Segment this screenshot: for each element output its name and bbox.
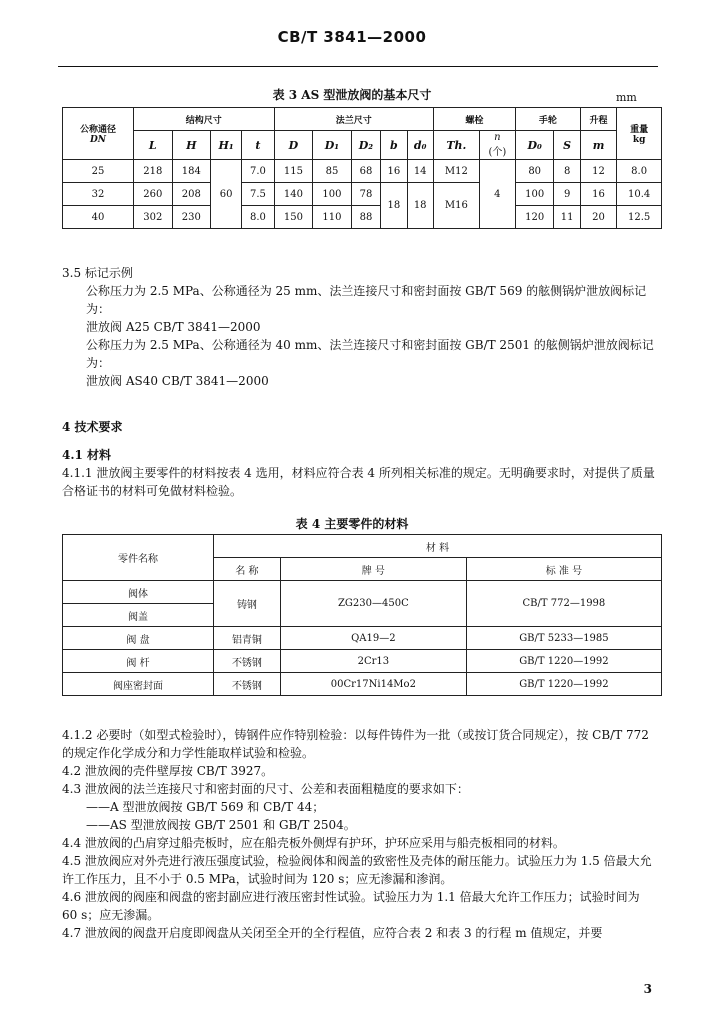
name-header: 名 称 xyxy=(214,558,281,581)
paragraph-4-1-2: 4.1.2 必要时（如型式检验时），铸钢件应作特别检验：以每件铸件为一批（或按订货合同规定），按 CB/T 772 的规定作化学成分和力学性能取样试验和检验。 xyxy=(62,728,649,760)
grade-header: 牌 号 xyxy=(280,558,466,581)
cell: GB/T 5233—1985 xyxy=(466,627,661,650)
marking-example: 泄放阀 AS40 CB/T 3841—2000 xyxy=(86,374,269,388)
bolt-header: 螺栓 xyxy=(433,108,515,131)
cell: 115 xyxy=(274,160,313,183)
cell: 302 xyxy=(134,206,173,229)
cell-h1-merged: 60 xyxy=(211,160,242,229)
cell: 120 xyxy=(515,206,554,229)
cell-n-merged: 4 xyxy=(479,160,515,229)
cell: 150 xyxy=(274,206,313,229)
handwheel-header: 手轮 xyxy=(515,108,580,131)
section-title: 3.5 标记示例 xyxy=(62,266,133,280)
table-row xyxy=(63,160,662,183)
col-n-symbol: n xyxy=(494,132,501,143)
table-row xyxy=(63,650,662,673)
col-b: b xyxy=(381,131,407,160)
col-D: D xyxy=(274,131,313,160)
cell: 铝青铜 xyxy=(214,627,281,650)
section-4 xyxy=(62,418,658,500)
table4 xyxy=(62,534,662,696)
col-m: m xyxy=(580,131,616,160)
cell: 00Cr17Ni14Mo2 xyxy=(280,673,466,696)
paragraph-4-7: 4.7 泄放阀的阀盘开启度即阀盘从关闭至全开的全行程值，应符合表 2 和表 3 的行程 m 值规定，并要 xyxy=(62,926,603,940)
cell: 阀 盘 xyxy=(63,627,214,650)
cell: 阀 杆 xyxy=(63,650,214,673)
cell: 208 xyxy=(172,183,211,206)
table4-caption: 表 4 主要零件的材料 xyxy=(295,517,409,531)
table3-caption: 表 3 AS 型泄放阀的基本尺寸 xyxy=(272,88,432,102)
col-D1: D₁ xyxy=(313,131,352,160)
marking-example: 泄放阀 A25 CB/T 3841—2000 xyxy=(86,320,261,334)
section-title: 4 技术要求 xyxy=(62,420,123,434)
cell-b-merged: 18 xyxy=(381,183,407,229)
cell: 16 xyxy=(381,160,407,183)
table-row xyxy=(63,206,662,229)
paragraph: 公称压力为 2.5 MPa、公称通径为 40 mm、法兰连接尺寸和密封面按 GB/T 2501 的舷侧锅炉泄放阀标记为： xyxy=(86,338,654,370)
paragraph: 公称压力为 2.5 MPa、公称通径为 25 mm、法兰连接尺寸和密封面按 GB/T 569 的舷侧锅炉泄放阀标记为： xyxy=(86,284,647,316)
cell: 80 xyxy=(515,160,554,183)
cell: M12 xyxy=(433,160,479,183)
table3 xyxy=(62,107,662,229)
table3-unit: mm xyxy=(616,91,637,104)
col-H1: H₁ xyxy=(211,131,242,160)
page-header: CB/T 3841—2000 xyxy=(277,28,427,46)
cell: 32 xyxy=(63,183,134,206)
paragraph-4-5: 4.5 泄放阀应对外壳进行液压强度试验，检验阀体和阀盖的致密性及壳体的耐压能力。试验压力为 1.5 倍最大允许工作压力，且不小于 0.5 MPa，试验时间为 120 s；应无渗漏和渗润。 xyxy=(62,854,652,886)
col-d0: d₀ xyxy=(407,131,433,160)
std-header: 标 准 号 xyxy=(466,558,661,581)
col-S: S xyxy=(554,131,580,160)
subsection-title: 4.1 材料 xyxy=(62,448,112,462)
cell: 140 xyxy=(274,183,313,206)
col-n xyxy=(479,131,515,160)
cell: 230 xyxy=(172,206,211,229)
col-dn-header xyxy=(63,108,134,160)
cell: 10.4 xyxy=(617,183,662,206)
cell: 260 xyxy=(134,183,173,206)
cell: 8.0 xyxy=(617,160,662,183)
cell: 7.0 xyxy=(242,160,274,183)
weight-unit: kg xyxy=(632,135,646,145)
col-Th: Th. xyxy=(433,131,479,160)
cell: 8.0 xyxy=(242,206,274,229)
cell: 25 xyxy=(63,160,134,183)
table-row xyxy=(63,183,662,206)
table-row xyxy=(63,627,662,650)
cell: 184 xyxy=(172,160,211,183)
paragraph-4-3: 4.3 泄放阀的法兰连接尺寸和密封面的尺寸、公差和表面粗糙度的要求如下： xyxy=(62,782,469,796)
paragraphs xyxy=(62,726,658,942)
weight-header xyxy=(617,108,662,160)
weight-label: 重量 xyxy=(630,125,649,135)
cell: 7.5 xyxy=(242,183,274,206)
table-row xyxy=(63,673,662,696)
cell: 100 xyxy=(515,183,554,206)
col-t: t xyxy=(242,131,274,160)
cell: CB/T 772—1998 xyxy=(466,581,661,627)
flange-header: 法兰尺寸 xyxy=(274,108,433,131)
col-D0: D₀ xyxy=(515,131,554,160)
dn-symbol: DN xyxy=(89,135,107,145)
cell: 85 xyxy=(313,160,352,183)
dn-label: 公称通径 xyxy=(79,125,116,135)
paragraph: 4.1.1 泄放阀主要零件的材料按表 4 选用，材料应符合表 4 所列相关标准的规定。无明确要求时，对提供了质量合格证书的材料可免做材料检验。 xyxy=(62,466,655,498)
cell: 218 xyxy=(134,160,173,183)
cell: 78 xyxy=(351,183,380,206)
col-H: H xyxy=(172,131,211,160)
cell: 11 xyxy=(554,206,580,229)
cell: 100 xyxy=(313,183,352,206)
page-number: 3 xyxy=(643,982,652,996)
paragraph-4-2: 4.2 泄放阀的壳件壁厚按 CB/T 3927。 xyxy=(62,764,274,778)
paragraph-4-3-b: ——AS 型泄放阀按 GB/T 2501 和 GB/T 2504。 xyxy=(86,818,356,832)
paragraph-4-6: 4.6 泄放阀的阀座和阀盘的密封副应进行液压密封性试验。试验压力为 1.1 倍最大允许工作压力；试验时间为 60 s；应无渗漏。 xyxy=(62,890,640,922)
cell: 阀座密封面 xyxy=(63,673,214,696)
cell-d0-merged: 18 xyxy=(407,183,433,229)
col-D2: D₂ xyxy=(351,131,380,160)
structure-header: 结构尺寸 xyxy=(134,108,275,131)
cell: 2Cr13 xyxy=(280,650,466,673)
cell: 14 xyxy=(407,160,433,183)
cell: 8 xyxy=(554,160,580,183)
cell: 12.5 xyxy=(617,206,662,229)
cell: GB/T 1220—1992 xyxy=(466,650,661,673)
cell: 20 xyxy=(580,206,616,229)
cell: 68 xyxy=(351,160,380,183)
lift-header: 升程 xyxy=(580,108,616,131)
paragraph-4-3-a: ——A 型泄放阀按 GB/T 569 和 CB/T 44； xyxy=(86,800,325,814)
cell: 阀盖 xyxy=(63,604,214,627)
cell-th-merged: M16 xyxy=(433,183,479,229)
cell: 铸钢 xyxy=(214,581,281,627)
col-n-unit: (个) xyxy=(488,147,507,158)
cell: 阀体 xyxy=(63,581,214,604)
cell: 不锈钢 xyxy=(214,673,281,696)
cell: ZG230—450C xyxy=(280,581,466,627)
col-L: L xyxy=(134,131,173,160)
cell: 不锈钢 xyxy=(214,650,281,673)
cell: GB/T 1220—1992 xyxy=(466,673,661,696)
cell: 16 xyxy=(580,183,616,206)
cell: 110 xyxy=(313,206,352,229)
cell: 40 xyxy=(63,206,134,229)
cell: 9 xyxy=(554,183,580,206)
header-rule xyxy=(58,66,658,67)
cell: 12 xyxy=(580,160,616,183)
cell: QA19—2 xyxy=(280,627,466,650)
material-header: 材 料 xyxy=(214,535,662,558)
part-header: 零件名称 xyxy=(63,535,214,581)
cell: 88 xyxy=(351,206,380,229)
table-row xyxy=(63,581,662,604)
paragraph-4-4: 4.4 泄放阀的凸肩穿过船壳板时，应在船壳板外侧焊有护环，护环应采用与船壳板相同的材料。 xyxy=(62,836,565,850)
section-3-5 xyxy=(62,264,658,390)
